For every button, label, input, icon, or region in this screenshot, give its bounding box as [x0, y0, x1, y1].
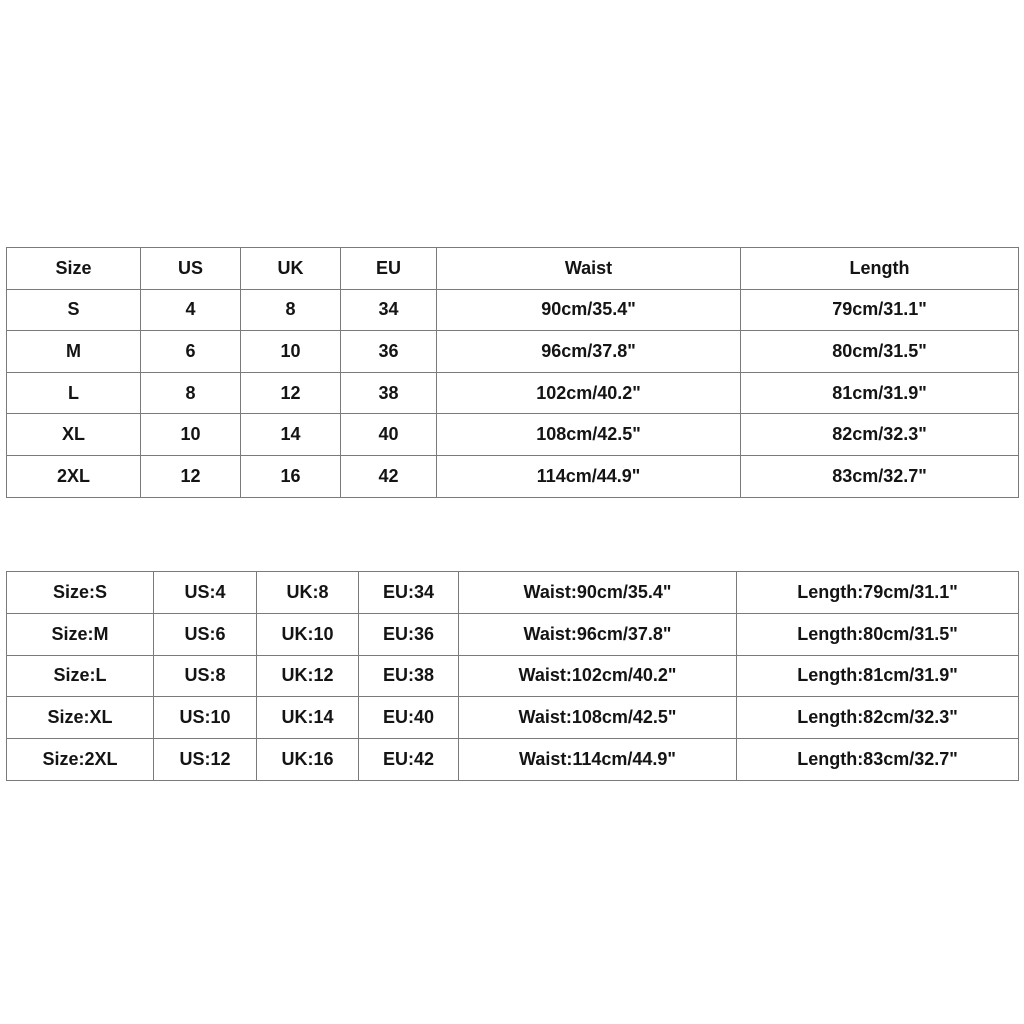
us-cell: US:4	[154, 572, 257, 614]
waist-cell: Waist:96cm/37.8"	[459, 613, 737, 655]
waist-cell: 102cm/40.2"	[437, 372, 741, 414]
eu-cell: 34	[341, 289, 437, 331]
uk-cell: 14	[241, 414, 341, 456]
waist-cell: 114cm/44.9"	[437, 455, 741, 497]
size-cell: 2XL	[7, 455, 141, 497]
eu-cell: EU:42	[359, 739, 459, 781]
size-cell: XL	[7, 414, 141, 456]
uk-cell: 10	[241, 331, 341, 373]
waist-cell: 90cm/35.4"	[437, 289, 741, 331]
waist-cell: Waist:108cm/42.5"	[459, 697, 737, 739]
us-cell: US:6	[154, 613, 257, 655]
uk-cell: 8	[241, 289, 341, 331]
us-cell: 12	[141, 455, 241, 497]
length-cell: 80cm/31.5"	[741, 331, 1019, 373]
uk-cell: UK:8	[257, 572, 359, 614]
eu-cell: 40	[341, 414, 437, 456]
length-cell: Length:83cm/32.7"	[737, 739, 1019, 781]
size-cell: Size:XL	[7, 697, 154, 739]
eu-cell: EU:36	[359, 613, 459, 655]
column-header-us: US	[141, 248, 241, 290]
size-cell: Size:2XL	[7, 739, 154, 781]
length-cell: Length:81cm/31.9"	[737, 655, 1019, 697]
length-cell: 82cm/32.3"	[741, 414, 1019, 456]
us-cell: US:12	[154, 739, 257, 781]
waist-cell: 96cm/37.8"	[437, 331, 741, 373]
size-chart-labeled-table	[6, 571, 1019, 781]
column-header-waist: Waist	[437, 248, 741, 290]
column-header-size: Size	[7, 248, 141, 290]
size-cell: L	[7, 372, 141, 414]
table-row	[7, 572, 1019, 614]
waist-cell: Waist:90cm/35.4"	[459, 572, 737, 614]
uk-cell: UK:14	[257, 697, 359, 739]
table-row	[7, 331, 1019, 373]
size-cell: M	[7, 331, 141, 373]
us-cell: US:8	[154, 655, 257, 697]
eu-cell: EU:34	[359, 572, 459, 614]
column-header-length: Length	[741, 248, 1019, 290]
table-row	[7, 697, 1019, 739]
waist-cell: Waist:114cm/44.9"	[459, 739, 737, 781]
us-cell: 6	[141, 331, 241, 373]
table-row	[7, 655, 1019, 697]
uk-cell: UK:16	[257, 739, 359, 781]
eu-cell: EU:38	[359, 655, 459, 697]
uk-cell: UK:10	[257, 613, 359, 655]
us-cell: US:10	[154, 697, 257, 739]
waist-cell: Waist:102cm/40.2"	[459, 655, 737, 697]
column-header-uk: UK	[241, 248, 341, 290]
eu-cell: EU:40	[359, 697, 459, 739]
table-row	[7, 372, 1019, 414]
table-row	[7, 289, 1019, 331]
length-cell: 81cm/31.9"	[741, 372, 1019, 414]
waist-cell: 108cm/42.5"	[437, 414, 741, 456]
table-header-row	[7, 248, 1019, 290]
uk-cell: UK:12	[257, 655, 359, 697]
size-cell: Size:S	[7, 572, 154, 614]
uk-cell: 12	[241, 372, 341, 414]
size-cell: Size:M	[7, 613, 154, 655]
size-cell: S	[7, 289, 141, 331]
uk-cell: 16	[241, 455, 341, 497]
length-cell: Length:79cm/31.1"	[737, 572, 1019, 614]
length-cell: 79cm/31.1"	[741, 289, 1019, 331]
length-cell: Length:82cm/32.3"	[737, 697, 1019, 739]
eu-cell: 42	[341, 455, 437, 497]
eu-cell: 36	[341, 331, 437, 373]
table-row	[7, 739, 1019, 781]
eu-cell: 38	[341, 372, 437, 414]
us-cell: 10	[141, 414, 241, 456]
column-header-eu: EU	[341, 248, 437, 290]
table-row	[7, 455, 1019, 497]
us-cell: 4	[141, 289, 241, 331]
table-row	[7, 613, 1019, 655]
size-cell: Size:L	[7, 655, 154, 697]
us-cell: 8	[141, 372, 241, 414]
length-cell: 83cm/32.7"	[741, 455, 1019, 497]
length-cell: Length:80cm/31.5"	[737, 613, 1019, 655]
size-chart-table	[6, 247, 1019, 498]
table-row	[7, 414, 1019, 456]
